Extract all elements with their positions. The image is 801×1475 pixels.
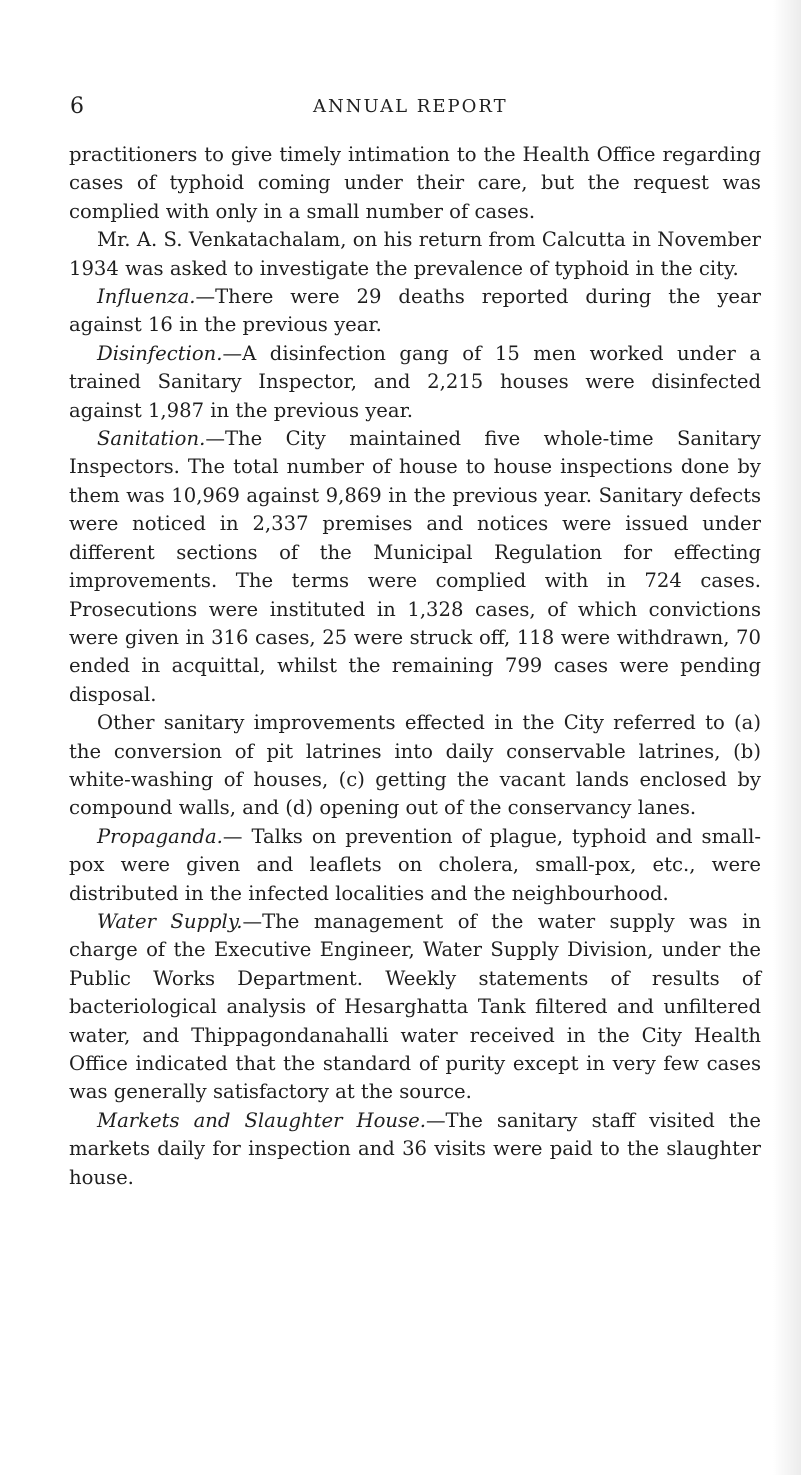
paragraph-influenza bbox=[69, 283, 761, 340]
paragraph-sanitation bbox=[69, 425, 761, 709]
paragraph-text: —The sanitary staff visited the markets daily for inspection and 36 visits were paid to the slaughter house. bbox=[69, 1108, 761, 1189]
paragraph-propaganda bbox=[69, 823, 761, 908]
paragraph-text: practitioners to give timely intimation to the Health Office regarding cases of typhoid coming under their care, but the request was complied with only in a small number of cases. bbox=[69, 143, 761, 223]
section-heading-sanitation: Sanitation. bbox=[97, 427, 206, 451]
paragraph-sanitary-improvements bbox=[69, 709, 761, 823]
paragraph-text: —A disinfection gang of 15 men worked under a trained Sanitary Inspector, and 2,215 houses were disinfected against 1,987 in the previous year. bbox=[69, 341, 761, 422]
section-heading-water-supply: Water Supply. bbox=[97, 909, 243, 933]
paragraph-text: Mr. A. S. Venkatachalam, on his return from Calcutta in November 1934 was asked to investigate the prevalence of typhoid in the city. bbox=[69, 228, 761, 280]
section-heading-markets: Markets and Slaughter House. bbox=[97, 1108, 426, 1132]
paragraph-text: —The City maintained five whole-time Sanitary Inspectors. The total number of house to house inspections done by them was 10,969 against 9,869 in the previous year. Sanitary defects were noticed in 2,337 premises and notices were issued under different sections of the Municipal Regulation for effecting improvements. The terms were complied with in 724 cases. Prosecutions were instituted in 1,328 cases, of which convictions were given in 316 cases, 25 were struck off, 118 were withdrawn, 70 ended in acquittal, whilst the remaining 799 cases were pending disposal. bbox=[69, 427, 761, 706]
page-number: 6 bbox=[70, 94, 85, 119]
page-edge-shadow bbox=[773, 0, 801, 1475]
paragraph-text: —The management of the water supply was in charge of the Executive Engineer, Water Supply Division, under the Public Works Department. Weekly statements of results of bacteriological analysis of Hesarghatta Tank filtered and unfiltered water, and Thippagondanahalli water received in the City Health Office indicated that the standard of purity except in very few cases was generally satisfactory at the source. bbox=[69, 909, 761, 1104]
section-heading-disinfection: Disinfection. bbox=[97, 341, 223, 365]
body-text bbox=[69, 141, 761, 1192]
paragraph-text: Other sanitary improvements effected in the City referred to (a) the conversion of pit latrines into daily conservable latrines, (b) white-washing of houses, (c) getting the vacant lands enclosed by compound walls, and (d) opening out of the conservancy lanes. bbox=[69, 711, 761, 820]
paragraph-water-supply bbox=[69, 908, 761, 1107]
section-heading-influenza: Influenza. bbox=[97, 285, 196, 309]
paragraph-venkatachalam bbox=[69, 226, 761, 283]
paragraph-text: — Talks on prevention of plague, typhoid and small-pox were given and leaflets on cholera, small-pox, etc., were distributed in the infected localities and the neighbourhood. bbox=[69, 824, 761, 905]
section-heading-propaganda: Propaganda. bbox=[97, 824, 223, 848]
page-header bbox=[0, 94, 801, 124]
paragraph-disinfection bbox=[69, 340, 761, 425]
running-title: ANNUAL REPORT bbox=[313, 96, 508, 117]
paragraph-markets bbox=[69, 1107, 761, 1192]
paragraph-text: —There were 29 deaths reported during the year against 16 in the previous year. bbox=[69, 285, 761, 337]
paragraph-typhoid-intimation bbox=[69, 141, 761, 226]
